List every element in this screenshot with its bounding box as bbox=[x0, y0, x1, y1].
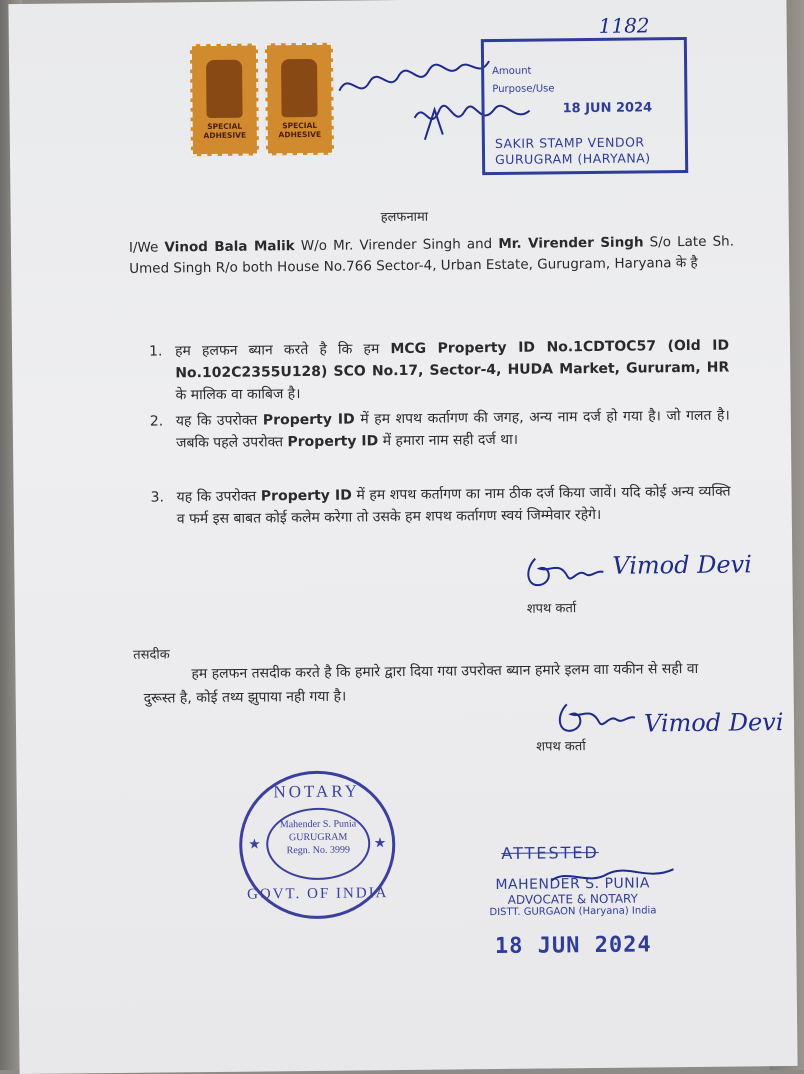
purpose-label: Purpose/Use bbox=[492, 83, 555, 96]
property-id: Property ID bbox=[260, 487, 352, 505]
stamp-label: ADHESIVE bbox=[278, 129, 322, 140]
notary-signature-scribble bbox=[547, 859, 677, 890]
stamp-label: ADHESIVE bbox=[203, 130, 247, 141]
notary-name: MAHENDER S. PUNIA bbox=[495, 875, 650, 894]
property-details: MCG Property ID No.1CDTOC57 (Old ID No.102C2355U128) SCO No.17, Sector-4, HUDA Market, Gururam, HR bbox=[175, 337, 730, 382]
stamp-vendor-box bbox=[481, 37, 688, 175]
star-icon: ★ bbox=[248, 837, 261, 853]
attested-stamp: ATTESTED bbox=[501, 842, 599, 863]
vendor-name: SAKIR STAMP VENDOR bbox=[494, 134, 645, 152]
intro-text: I/We bbox=[128, 239, 165, 256]
item-number: 2. bbox=[149, 413, 164, 430]
item-text: यह कि उपरोक्त bbox=[175, 412, 263, 430]
deponent-name: Vinod Bala Malik bbox=[164, 238, 295, 256]
adhesive-stamp-2 bbox=[265, 43, 334, 156]
signature-scribble bbox=[551, 696, 641, 741]
intro-text: S/o Late Sh. Umed Singh R/o both House No.766 Sector-4, Urban Estate, Gurugram, Haryana के है bbox=[129, 233, 735, 277]
signature-name: Vimod Devi bbox=[612, 550, 752, 580]
deponent-name: Mr. Virender Singh bbox=[498, 234, 644, 252]
star-icon: ★ bbox=[373, 836, 387, 852]
statement-item bbox=[150, 481, 730, 531]
emblem-icon bbox=[281, 59, 318, 117]
property-id: Property ID bbox=[287, 433, 379, 451]
vendor-date: 18 JUN 2024 bbox=[562, 100, 653, 117]
item-number: 1. bbox=[148, 343, 163, 360]
stamp-label: SPECIAL bbox=[282, 120, 318, 131]
page-title: हलफनामा bbox=[380, 209, 429, 226]
serial-number: 1182 bbox=[598, 13, 650, 38]
notary-role: ADVOCATE & NOTARY bbox=[507, 891, 638, 907]
verification-heading: तसदीक bbox=[133, 647, 170, 663]
seal-city: GURUGRAM bbox=[288, 831, 348, 844]
item-number: 3. bbox=[150, 489, 165, 506]
signature-label: शपथ कर्ता bbox=[536, 739, 586, 755]
signature-name: Vimod Devi bbox=[643, 708, 784, 738]
attestation-date: 18 JUN 2024 bbox=[494, 932, 652, 960]
adhesive-stamp-1 bbox=[190, 43, 259, 156]
intro-text: W/o Mr. Virender Singh and bbox=[294, 235, 499, 255]
notary-seal bbox=[238, 770, 396, 920]
item-text: के मालिक वा काबिज है। bbox=[175, 386, 301, 404]
seal-bottom-text: GOVT. OF INDIA bbox=[246, 885, 389, 903]
item-text: यह कि उपरोक्त bbox=[176, 488, 261, 506]
item-text: में हमारा नाम सही दर्ज था। bbox=[378, 431, 519, 450]
intro-paragraph bbox=[129, 232, 734, 280]
item-text: में हम शपथ कर्तागण की जगह, अन्य नाम दर्ज हो गया है। जो गलत है। जबकि पहले उपरोक्त bbox=[175, 407, 730, 452]
affidavit-page bbox=[8, 0, 797, 1074]
amount-label: Amount bbox=[492, 65, 532, 78]
statement-item bbox=[150, 405, 730, 455]
property-id: Property ID bbox=[262, 411, 355, 429]
signature-scribble bbox=[519, 550, 609, 595]
emblem-icon bbox=[206, 60, 243, 118]
verification-text: हम हलफन तसदीक करते है कि हमारे द्वारा दिया गया उपरोक्त ब्यान हमारे इलम वाा यकीन से सही वा दुरूस्त है, कोई तथ्य झुपाया नही गया है। bbox=[143, 660, 699, 707]
vendor-city: GURUGRAM (HARYANA) bbox=[494, 150, 651, 168]
seal-top-text: NOTARY bbox=[273, 781, 361, 802]
statement-item bbox=[149, 335, 730, 407]
stamp-label: SPECIAL bbox=[207, 121, 243, 132]
seal-name: Mahender S. Punia bbox=[279, 818, 357, 831]
item-text: हम हलफन ब्यान करते है कि हम bbox=[174, 341, 391, 360]
seal-regn: Regn. No. 3999 bbox=[286, 844, 351, 857]
notary-district: DISTT. GURGAON (Haryana) India bbox=[489, 905, 657, 919]
signature-label: शपथ कर्ता bbox=[526, 601, 577, 617]
item-text: में हम शपथ कर्तागण का नाम ठीक दर्ज किया जावें। यदि कोई अन्य व्यक्ति व फर्म इस बाबत कोई कलेम करेगा तो उसके हम शपथ कर्तागण स्वयं जिम्मेवार रहेगे। bbox=[176, 483, 731, 528]
